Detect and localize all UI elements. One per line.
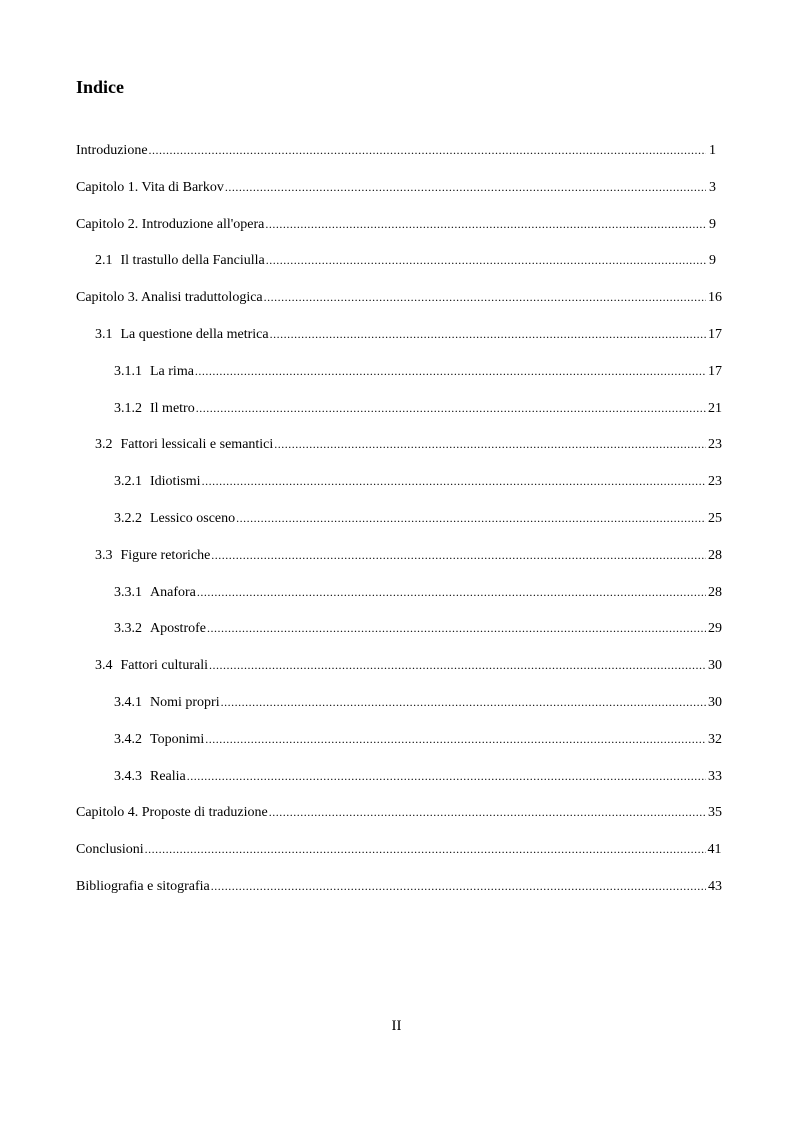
toc-entry-title: Fattori lessicali e semantici (120, 437, 274, 453)
toc-entry-title: Capitolo 1. Vita di Barkov (76, 179, 224, 195)
toc-entry-number: 3.2.1 (114, 474, 142, 490)
toc-entry[interactable] (0, 177, 793, 214)
dot-leader (195, 361, 706, 381)
toc-entry-page: 3 (709, 179, 716, 195)
dot-leader (270, 324, 706, 344)
toc-entry[interactable] (0, 545, 793, 582)
toc-entry[interactable] (0, 618, 793, 655)
toc-entry[interactable] (0, 766, 793, 803)
toc-entry-page: 43 (708, 878, 722, 894)
toc-entry-number: 3.3.2 (114, 621, 142, 637)
dot-leader (197, 582, 706, 602)
toc-entry-number: 2.1 (95, 253, 113, 269)
dot-leader (266, 250, 706, 270)
toc-entry-page: 30 (708, 694, 722, 710)
toc-entry-page: 9 (709, 216, 716, 232)
toc-entry-page: 30 (708, 658, 722, 674)
toc-entry-page: 29 (708, 621, 722, 637)
toc-entry-number: 3.4.2 (114, 731, 142, 747)
dot-leader (274, 434, 706, 454)
toc-entry-number: 3.1 (95, 326, 113, 342)
page-title: Indice (76, 77, 125, 97)
toc-entry-number: 3.1.2 (114, 400, 142, 416)
dot-leader (221, 692, 706, 712)
dot-leader (207, 618, 706, 638)
toc-entry-title: Capitolo 4. Proposte di traduzione (76, 805, 268, 821)
toc-entry[interactable] (0, 802, 793, 839)
toc-entry[interactable] (0, 250, 793, 287)
toc-entry[interactable] (0, 287, 793, 324)
toc-entry-title: Conclusioni (76, 842, 144, 858)
toc-entry-number: 3.4 (95, 658, 113, 674)
toc-entry-page: 41 (707, 842, 722, 858)
dot-leader (269, 802, 706, 822)
toc-entry-page: 21 (708, 400, 722, 416)
toc-entry[interactable] (0, 692, 793, 729)
toc-entry-page: 25 (708, 510, 722, 526)
toc-entry[interactable] (0, 324, 793, 361)
toc-entry[interactable] (0, 471, 793, 508)
toc-entry-page: 17 (708, 326, 722, 342)
toc-entry-page: 9 (709, 253, 716, 269)
toc-entry-page: 33 (708, 768, 722, 784)
toc-entry-title: Toponimi (150, 731, 205, 747)
toc-entry-page: 1 (709, 143, 716, 158)
toc-entry-title: Il metro (150, 400, 195, 416)
toc-entry-title: Fattori culturali (120, 658, 208, 674)
dot-leader (236, 508, 706, 528)
toc-entry-number: 3.2 (95, 437, 113, 453)
toc-entry-page: 23 (708, 474, 722, 490)
toc-entry[interactable] (0, 398, 793, 435)
toc-entry-title: Apostrofe (150, 621, 206, 637)
toc-entry-title: La rima (150, 363, 194, 379)
toc-entry-title: Nomi propri (150, 694, 220, 710)
toc-entry-page: 32 (708, 731, 722, 747)
dot-leader (205, 729, 706, 749)
dot-leader (211, 876, 706, 896)
dot-leader (265, 214, 706, 234)
toc-entry-title: Il trastullo della Fanciulla (120, 253, 265, 269)
toc-entry-number: 3.1.1 (114, 363, 142, 379)
dot-leader (225, 177, 706, 197)
table-of-contents (0, 140, 793, 913)
toc-entry[interactable] (0, 361, 793, 398)
toc-entry[interactable] (0, 876, 793, 913)
toc-entry[interactable] (0, 655, 793, 692)
toc-entry[interactable] (0, 729, 793, 766)
dot-leader (187, 766, 706, 786)
dot-leader (145, 839, 706, 859)
toc-entry-title: Realia (150, 768, 186, 784)
toc-entry[interactable] (0, 508, 793, 545)
toc-entry-number: 3.4.3 (114, 768, 142, 784)
toc-entry-title: Lessico osceno (150, 510, 236, 526)
toc-entry-title: Capitolo 3. Analisi traduttologica (76, 290, 263, 306)
toc-entry-number: 3.2.2 (114, 510, 142, 526)
toc-entry-number: 3.3 (95, 547, 113, 563)
dot-leader (264, 287, 706, 307)
toc-entry[interactable] (0, 434, 793, 471)
dot-leader (196, 398, 706, 418)
dot-leader (211, 545, 706, 565)
toc-entry-page: 35 (708, 805, 722, 821)
toc-entry-number: 3.4.1 (114, 694, 142, 710)
toc-entry-title: Introduzione (76, 143, 148, 158)
toc-entry-page: 28 (708, 584, 722, 600)
page-number-footer: II (391, 1018, 402, 1034)
toc-entry[interactable] (0, 140, 793, 177)
toc-entry[interactable] (0, 582, 793, 619)
toc-entry-title: Figure retoriche (120, 547, 211, 563)
dot-leader (149, 140, 706, 160)
toc-entry-title: Capitolo 2. Introduzione all'opera (76, 216, 265, 232)
toc-entry-page: 28 (708, 547, 722, 563)
toc-entry-page: 17 (708, 363, 722, 379)
toc-entry-title: La questione della metrica (120, 326, 269, 342)
toc-entry-number: 3.3.1 (114, 584, 142, 600)
toc-entry-title: Idiotismi (150, 474, 201, 490)
dot-leader (209, 655, 706, 675)
toc-entry[interactable] (0, 214, 793, 251)
dot-leader (202, 471, 706, 491)
toc-entry-page: 23 (708, 437, 722, 453)
toc-entry[interactable] (0, 839, 793, 876)
toc-entry-title: Anafora (150, 584, 196, 600)
toc-entry-title: Bibliografia e sitografia (76, 878, 210, 894)
toc-entry-page: 16 (708, 290, 722, 306)
